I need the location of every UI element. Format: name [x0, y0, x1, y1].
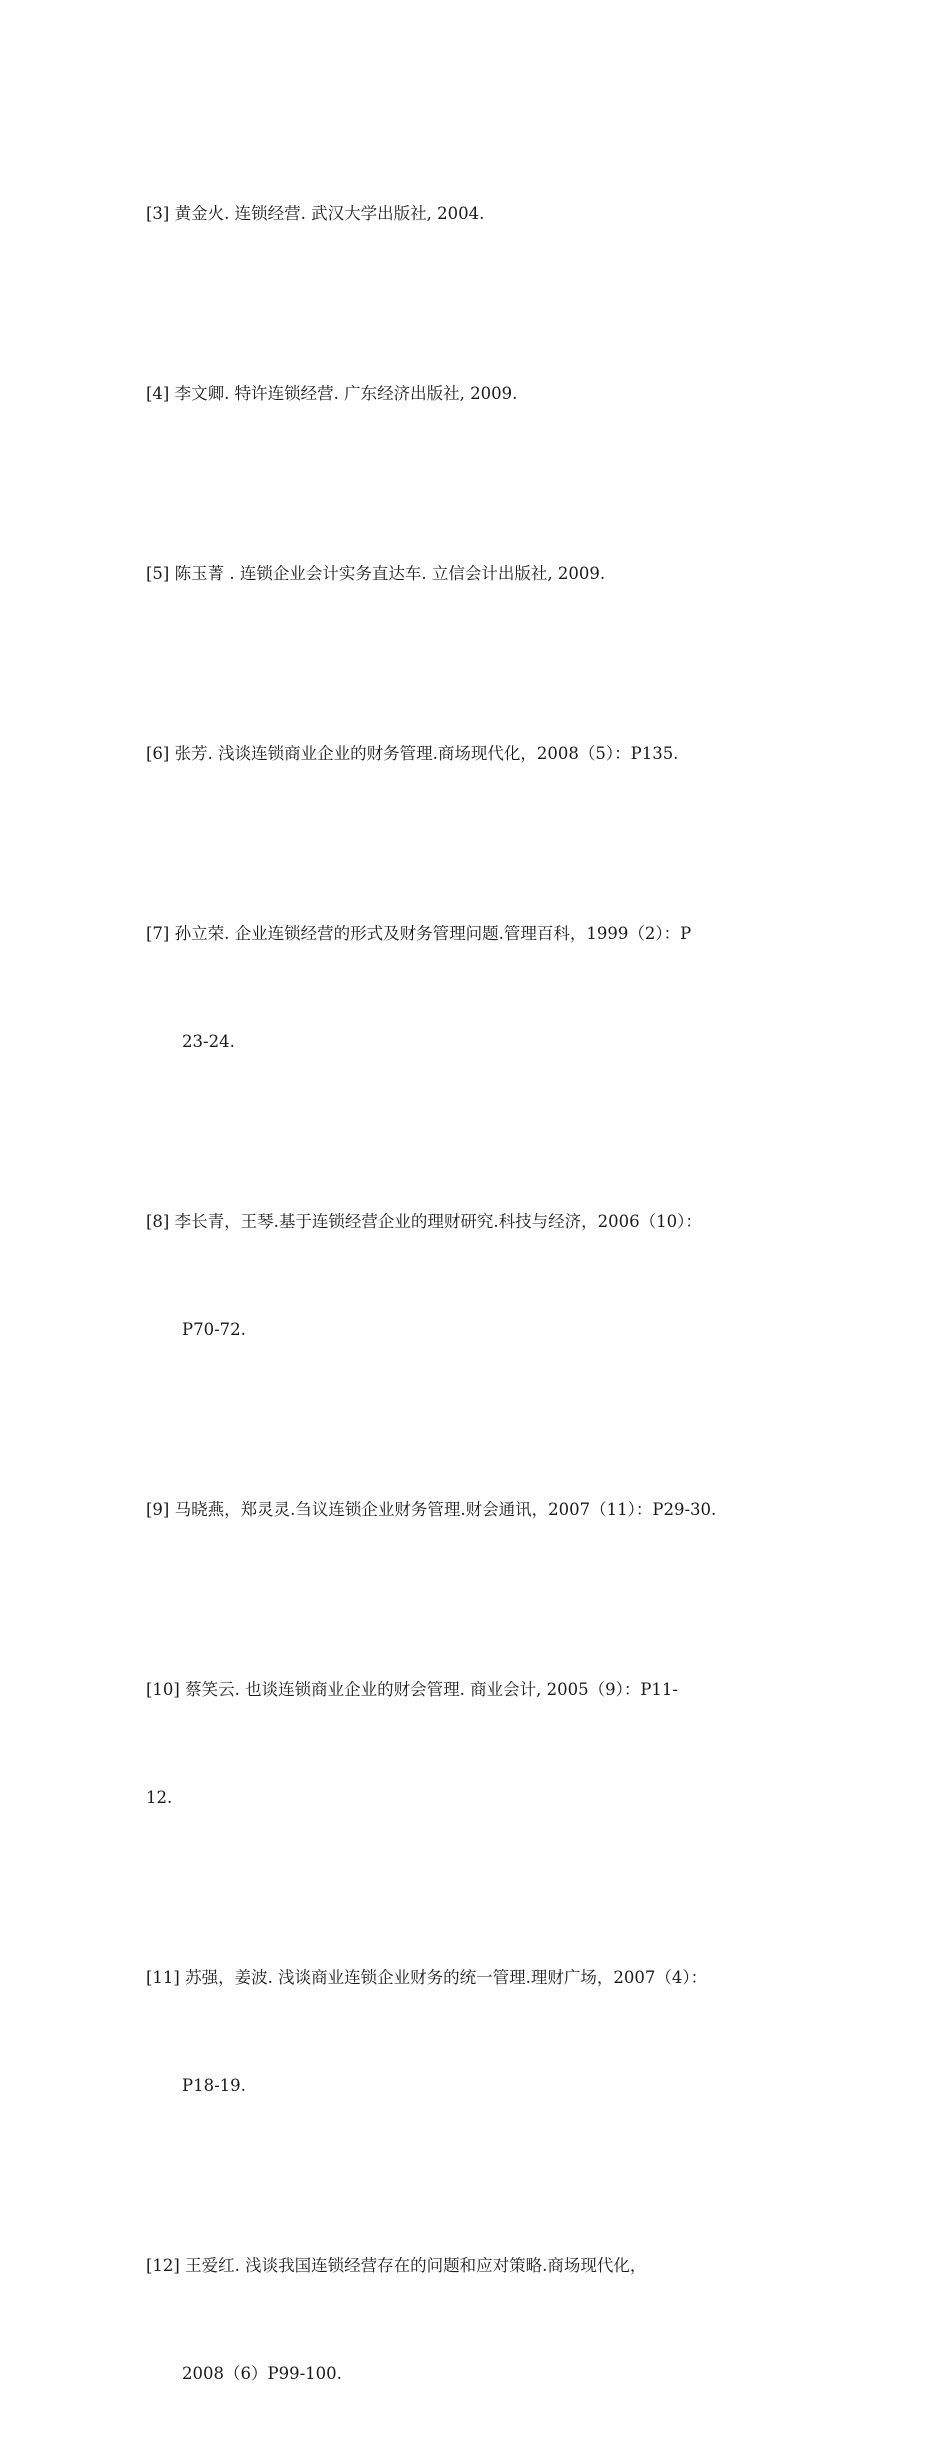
reference-item-6 — [146, 664, 826, 844]
reference-line: [8] 李长青，王琴.基于连锁经营企业的理财研究.科技与经济，2006（10）： — [146, 1212, 702, 1231]
reference-line: [11] 苏强，姜波. 浅谈商业连锁企业财务的统一管理.理财广场，2007（4）： — [146, 1968, 708, 1987]
reference-line-continued: P70-72. — [182, 1320, 246, 1339]
reference-line-continued: 23-24. — [182, 1032, 235, 1051]
reference-line: [5] 陈玉菁 . 连锁企业会计实务直达车. 立信会计出版社, 2009. — [146, 564, 606, 583]
reference-line: [10] 蔡笑云. 也谈连锁商业企业的财会管理. 商业会计, 2005（9）：P11- — [146, 1680, 678, 1699]
reference-item-4 — [146, 304, 826, 484]
reference-item-5 — [146, 484, 826, 664]
reference-item-7 — [146, 844, 826, 1132]
reference-item-10 — [146, 1600, 826, 1888]
reference-line-continued: 2008（6）P99-100. — [182, 2364, 342, 2383]
reference-line-continued: P18-19. — [182, 2076, 246, 2095]
reference-line: [6] 张芳. 浅谈连锁商业企业的财务管理.商场现代化，2008（5）：P135. — [146, 744, 679, 763]
reference-line: [9] 马晓燕，郑灵灵.刍议连锁企业财务管理.财会通讯，2007（11）：P29-30. — [146, 1500, 717, 1519]
reference-line: [4] 李文卿. 特许连锁经营. 广东经济出版社, 2009. — [146, 384, 518, 403]
reference-list — [146, 124, 826, 2464]
reference-line: [12] 王爱红. 浅谈我国连锁经营存在的问题和应对策略.商场现代化， — [146, 2256, 647, 2275]
reference-item-9 — [146, 1420, 826, 1600]
reference-line: [7] 孙立荣. 企业连锁经营的形式及财务管理问题.管理百科，1999（2）：P — [146, 924, 692, 943]
reference-line-continued: 12. — [146, 1788, 173, 1807]
reference-item-11 — [146, 1888, 826, 2176]
reference-item-8 — [146, 1132, 826, 1420]
reference-item-3 — [146, 124, 826, 304]
reference-line: [3] 黄金火. 连锁经营. 武汉大学出版社, 2004. — [146, 204, 485, 223]
reference-item-12 — [146, 2176, 826, 2464]
